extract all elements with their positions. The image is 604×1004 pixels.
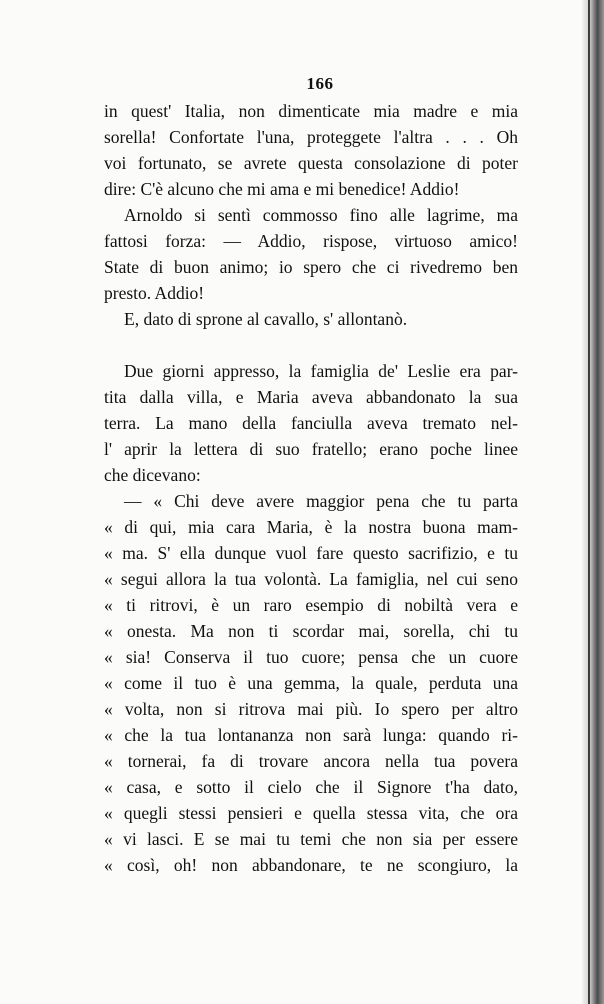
text-line: « casa, e sotto il cielo che il Signore t'ha dato, [104, 777, 518, 797]
text-line: fattosi forza: — Addio, rispose, virtuoso amico! [104, 231, 518, 251]
body-text [104, 98, 518, 878]
text-line: « ma. S' ella dunque vuol fare questo sacrifizio, e tu [104, 543, 518, 563]
text-line: « segui allora la tua volontà. La famiglia, nel cui seno [104, 569, 518, 589]
paragraph [104, 202, 518, 306]
text-line: voi fortunato, se avrete questa consolazione di poter [104, 153, 518, 173]
paragraph [104, 98, 518, 202]
text-line: « vi lasci. E se mai tu temi che non sia per essere [104, 829, 518, 849]
text-line: « sia! Conserva il tuo cuore; pensa che un cuore [104, 647, 518, 667]
paragraph [104, 306, 518, 332]
text-line: « onesta. Ma non ti scordar mai, sorella, chi tu [104, 621, 518, 641]
text-line: terra. La mano della fanciulla aveva tremato nel- [104, 413, 518, 433]
text-line: tita dalla villa, e Maria aveva abbandonato la sua [104, 387, 518, 407]
text-line: in quest' Italia, non dimenticate mia madre e mia [104, 101, 518, 121]
text-line: « tornerai, fa di trovare ancora nella tua povera [104, 751, 518, 771]
text-line: E, dato di sprone al cavallo, s' allontanò. [124, 309, 408, 329]
page-number: 166 [306, 74, 334, 93]
text-line: « volta, non si ritrova mai più. Io spero per altro [104, 699, 518, 719]
page-binding-edge [582, 0, 604, 1004]
page-binding-line [588, 0, 590, 1004]
text-line: sorella! Confortate l'una, proteggete l'altra . . . Oh [104, 127, 518, 147]
paragraph [104, 358, 518, 488]
text-line: « come il tuo è una gemma, la quale, perduta una [104, 673, 518, 693]
quoted-letter [104, 488, 518, 878]
text-line: Arnoldo si sentì commosso fino alle lagrime, ma [124, 205, 518, 225]
text-line: presto. Addio! [104, 283, 205, 303]
text-line: « ti ritrovi, è un raro esempio di nobiltà vera e [104, 595, 518, 615]
text-line: State di buon animo; io spero che ci rivedremo ben [104, 257, 518, 277]
text-line: Due giorni appresso, la famiglia de' Leslie era par- [124, 361, 518, 381]
text-line: « quegli stessi pensieri e quella stessa vita, che ora [104, 803, 518, 823]
text-line: « così, oh! non abbandonare, te ne scongiuro, la [104, 855, 518, 875]
text-line: « di qui, mia cara Maria, è la nostra buona mam- [104, 517, 518, 537]
text-line: — « Chi deve avere maggior pena che tu parta [124, 491, 518, 511]
text-line: dire: C'è alcuno che mi ama e mi benedice! Addio! [104, 179, 460, 199]
text-line: « che la tua lontananza non sarà lunga: quando ri- [104, 725, 518, 745]
text-line: che dicevano: [104, 465, 201, 485]
section-gap [104, 332, 518, 358]
text-line: l' aprir la lettera di suo fratello; erano poche linee [104, 439, 518, 459]
